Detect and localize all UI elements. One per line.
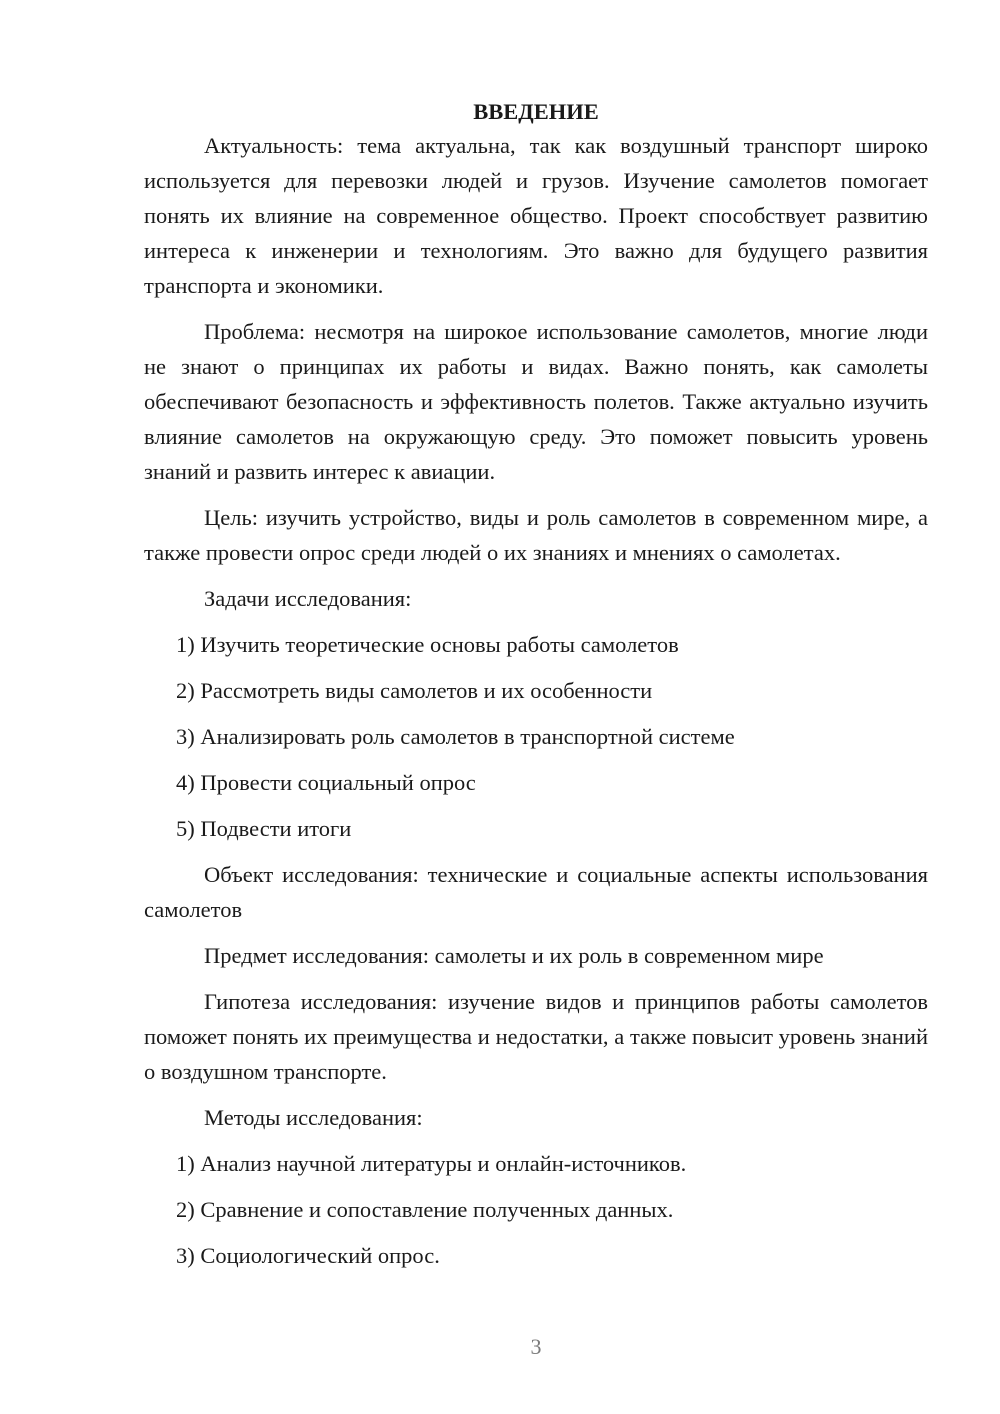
page-content — [144, 94, 928, 1284]
tasks-heading: Задачи исследования: — [204, 586, 412, 611]
method-item: 3) Социологический опрос. — [176, 1243, 440, 1268]
problem-paragraph: Проблема: несмотря на широкое использование самолетов, многие люди не знают о принципах их работы и видах. Важно понять, как самолеты обеспечивают безопасность и эффективность полетов. Также актуально изучить влияние самолетов на окружающую среду. Это поможет повысить уровень знаний и развить интерес к авиации. — [144, 319, 928, 484]
task-item: 3) Анализировать роль самолетов в транспортной системе — [176, 724, 735, 749]
methods-heading: Методы исследования: — [204, 1105, 423, 1130]
subject-paragraph: Предмет исследования: самолеты и их роль в современном мире — [204, 943, 824, 968]
task-item: 4) Провести социальный опрос — [176, 770, 476, 795]
task-item: 2) Рассмотреть виды самолетов и их особенности — [176, 678, 653, 703]
page-number: 3 — [530, 1334, 542, 1359]
method-item: 2) Сравнение и сопоставление полученных данных. — [176, 1197, 674, 1222]
hypothesis-paragraph: Гипотеза исследования: изучение видов и принципов работы самолетов поможет понять их преимущества и недостатки, а также повысит уровень знаний о воздушном транспорте. — [144, 989, 928, 1084]
page-title: ВВЕДЕНИЕ — [473, 99, 599, 124]
method-item: 1) Анализ научной литературы и онлайн-источников. — [176, 1151, 687, 1176]
task-item: 5) Подвести итоги — [176, 816, 352, 841]
relevance-paragraph: Актуальность: тема актуальна, так как воздушный транспорт широко используется для перевозки людей и грузов. Изучение самолетов помогает понять их влияние на современное общество. Проект способствует развитию интереса к инженерии и технологиям. Это важно для будущего развития транспорта и экономики. — [144, 133, 928, 298]
task-item: 1) Изучить теоретические основы работы самолетов — [176, 632, 679, 657]
goal-paragraph: Цель: изучить устройство, виды и роль самолетов в современном мире, а также провести опрос среди людей о их знаниях и мнениях о самолетах. — [144, 505, 928, 565]
object-paragraph: Объект исследования: технические и социальные аспекты использования самолетов — [144, 862, 928, 922]
